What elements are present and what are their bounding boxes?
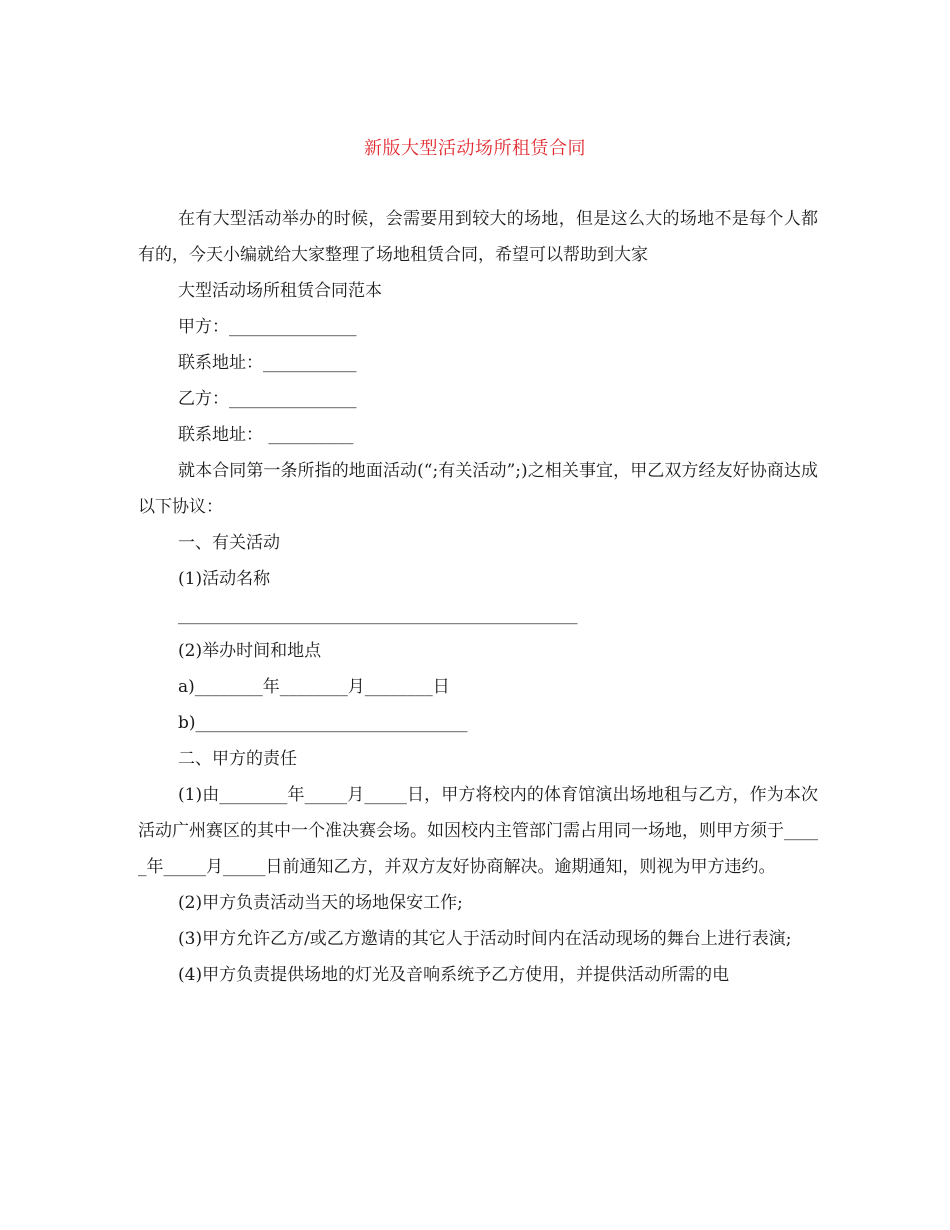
clause-2-4: (4)甲方负责提供场地的灯光及音响系统予乙方使用，并提供活动所需的电: [178, 965, 730, 985]
party-b-field: 乙方：_______________: [178, 389, 357, 409]
contract-subtitle: 大型活动场所租赁合同范本: [178, 281, 382, 301]
clause-2-1: (1)由________年_____月_____日，甲方将校内的体育馆演出场地租与乙方，作为本次活动广州赛区的其中一个准决赛会场。如因校内主管部门需占用同一场地，则甲方须于_____年_____月_____日前通知乙方，并双方友好协商解决。逾期通知，则视为甲方违约。: [138, 785, 818, 877]
activity-name-label: (1)活动名称: [178, 569, 271, 589]
document-body: [138, 201, 818, 993]
agreement-preamble: 就本合同第一条所指的地面活动(“;有关活动”;)之相关事宜，甲乙双方经友好协商达成以下协议：: [138, 461, 818, 517]
party-b-address-field: 联系地址： __________: [178, 425, 354, 445]
date-blank-line: a)________年________月________日: [178, 677, 450, 697]
time-place-label: (2)举办时间和地点: [178, 641, 322, 661]
clause-2-2: (2)甲方负责活动当天的场地保安工作;: [178, 893, 463, 913]
activity-name-blank: _______________________________________________: [178, 605, 578, 625]
intro-paragraph: 在有大型活动举办的时候，会需要用到较大的场地，但是这么大的场地不是每个人都有的，今天小编就给大家整理了场地租赁合同，希望可以帮助到大家: [138, 209, 818, 265]
place-blank-line: b)________________________________: [178, 713, 468, 733]
clause-2-3: (3)甲方允许乙方/或乙方邀请的其它人于活动时间内在活动现场的舞台上进行表演;: [178, 929, 792, 949]
party-a-address-field: 联系地址：___________: [178, 353, 357, 373]
section-heading-activity: 一、有关活动: [178, 533, 280, 553]
document-title: 新版大型活动场所租赁合同: [364, 138, 586, 159]
section-heading-party-a-duties: 二、甲方的责任: [178, 749, 297, 769]
party-a-field: 甲方：_______________: [178, 317, 357, 337]
